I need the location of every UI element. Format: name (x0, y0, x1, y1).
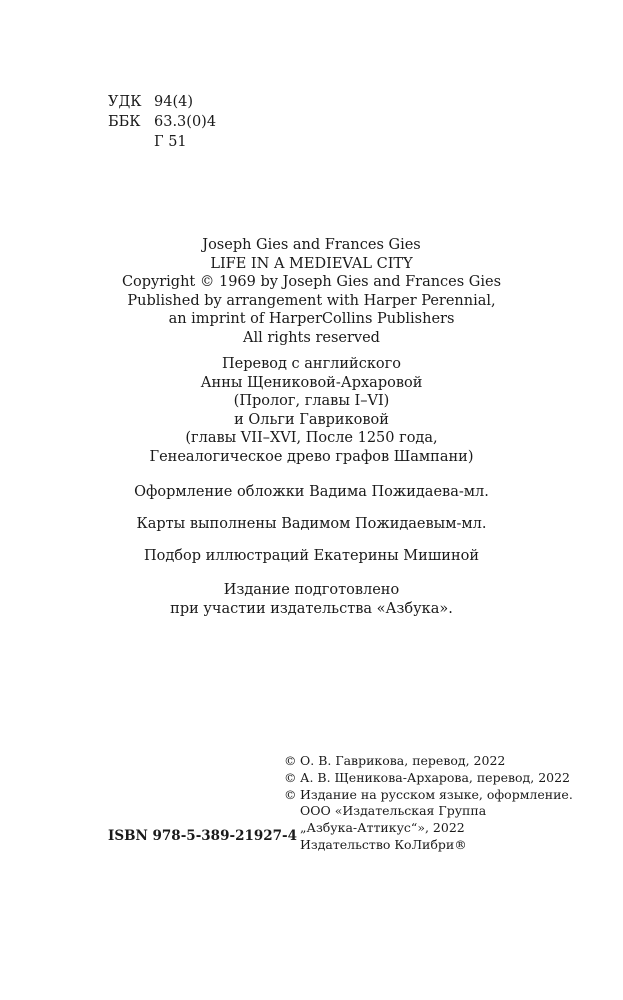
copyright-text: Издательство КоЛибри® (300, 836, 467, 852)
copyright-symbol (284, 837, 300, 854)
translation-line: (главы VII–XVI, После 1250 года, (185, 430, 438, 446)
cover-credit-text: Оформление обложки Вадима Пожидаева-мл. (134, 484, 489, 500)
copyright-row (284, 837, 573, 854)
illustrations-credit-text: Подбор иллюстраций Екатерины Мишиной (143, 548, 480, 564)
classification-code: УДК (108, 94, 142, 110)
maps-credit (0, 515, 623, 534)
illustrations-credit (0, 547, 623, 566)
copyright-row (284, 820, 573, 837)
classification-code: ББК (108, 114, 141, 130)
classification-value: Г 51 (154, 134, 187, 150)
copyright-text: ООО «Издательская Группа (300, 803, 487, 819)
udk-row (108, 92, 216, 112)
copyright-symbol (284, 803, 300, 820)
translation-line: Перевод с английского (222, 356, 401, 372)
imprint-line: an imprint of HarperCollins Publishers (168, 311, 455, 327)
copyright-text: О. В. Гаврикова, перевод, 2022 (300, 753, 506, 768)
copyright-row (284, 770, 573, 787)
classification-value: 94(4) (154, 94, 193, 110)
classification-value: 63.3(0)4 (154, 114, 217, 130)
original-title: LIFE IN A MEDIEVAL CITY (210, 255, 413, 272)
maps-credit-text: Карты выполнены Вадимом Пожидаевым-мл. (136, 516, 487, 532)
rights-line: All rights reserved (243, 329, 380, 346)
copyright-row (284, 787, 573, 804)
copyright-symbol: © (284, 753, 297, 768)
copyright-row (284, 753, 573, 770)
translation-line: и Ольги Гавриковой (234, 411, 389, 428)
author-mark-row (108, 132, 216, 152)
edition-note-line: Издание подготовлено (223, 582, 400, 598)
edition-note (0, 581, 623, 618)
copyright-symbol: © (284, 769, 297, 785)
original-authors: Joseph Gies and Frances Gies (202, 237, 421, 253)
classification-code (108, 132, 154, 152)
translation-line: Анны Щениковой-Архаровой (200, 374, 423, 391)
original-copyright: Copyright © 1969 by Joseph Gies and Frances Gies (121, 274, 502, 290)
translation-block (0, 355, 623, 466)
cover-credit (0, 483, 623, 502)
copyright-text: „Азбука-Аттикус“», 2022 (300, 820, 465, 836)
copyright-row (284, 803, 573, 820)
translation-line: (Пролог, главы I–VI) (233, 393, 390, 409)
bbk-row (108, 112, 216, 132)
copyright-symbol: © (284, 786, 297, 802)
copyright-text: Издание на русском языке, оформление. (300, 786, 573, 802)
classification-block (108, 92, 216, 152)
copyright-symbol (284, 820, 300, 837)
isbn: ISBN 978-5-389-21927-4 (108, 828, 298, 844)
edition-note-line: при участии издательства «Азбука». (170, 600, 453, 617)
translation-line: Генеалогическое древо графов Шампани) (149, 448, 474, 465)
copyright-notices (284, 753, 573, 854)
arrangement-line: Published by arrangement with Harper Perennial, (127, 292, 496, 309)
original-edition-block (0, 236, 623, 347)
copyright-text: А. В. Щеникова-Архарова, перевод, 2022 (300, 769, 571, 785)
